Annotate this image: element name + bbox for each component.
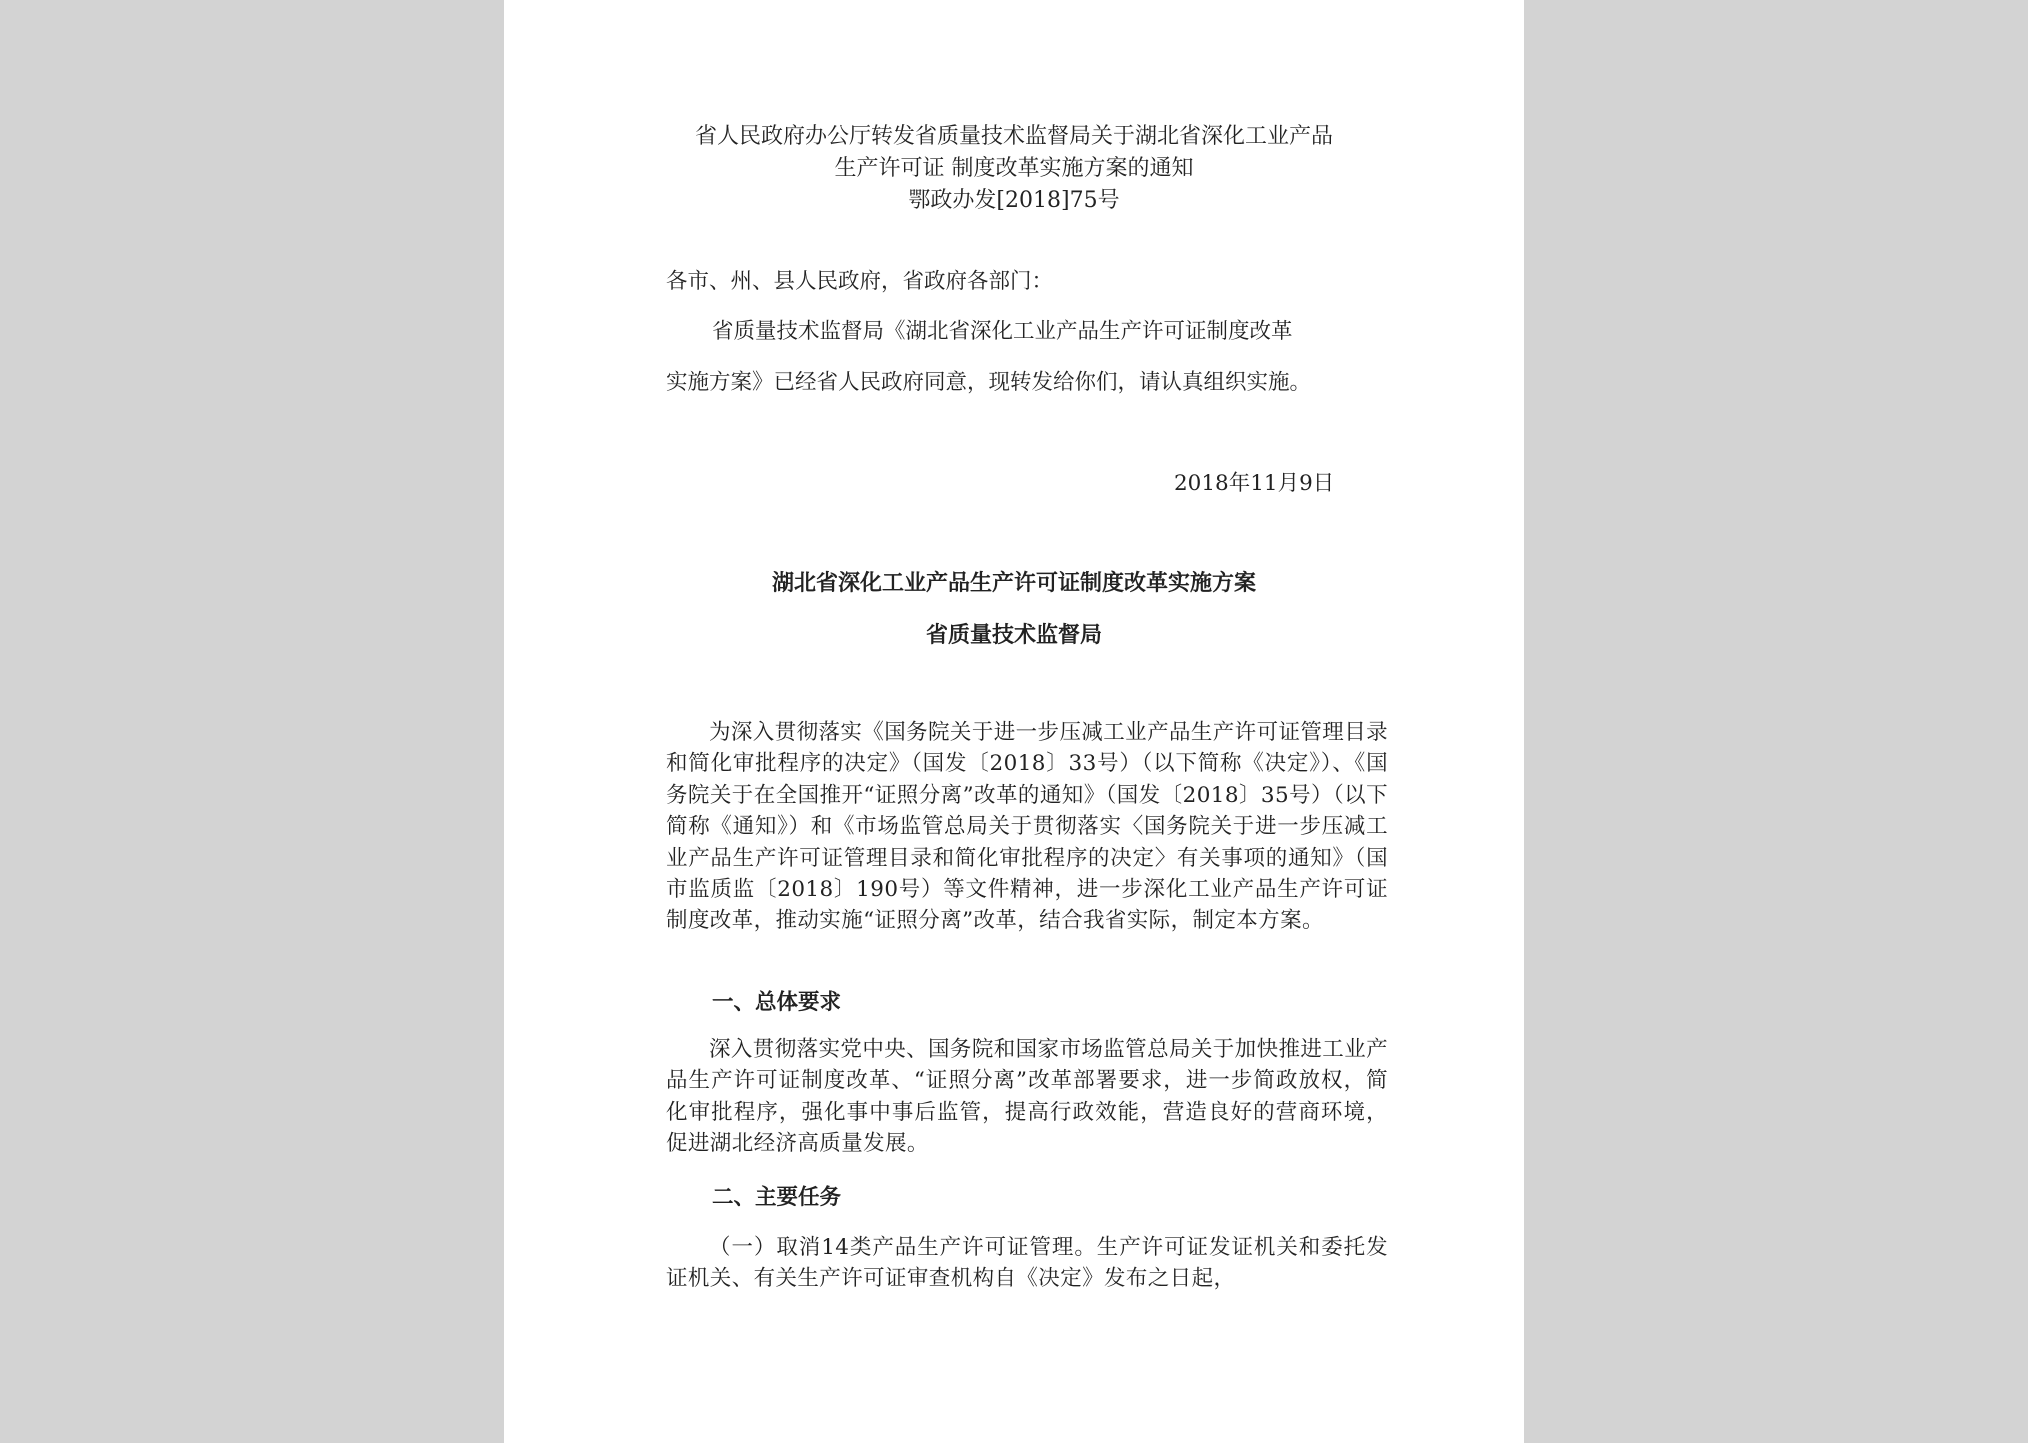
notice-body-line-1: 省质量技术监督局《湖北省深化工业产品生产许可证制度改革: [712, 319, 1293, 344]
salutation: 各市、州、县人民政府，省政府各部门：: [666, 269, 1054, 294]
notice-title-line-1: 省人民政府办公厅转发省质量技术监督局关于湖北省深化工业产品: [694, 124, 1333, 149]
document-page: [504, 0, 1524, 1443]
document-number: 鄂政办发[2018]75号: [908, 188, 1120, 213]
plan-issuer: 省质量技术监督局: [925, 622, 1102, 648]
notice-body-line-2: 实施方案》已经省人民政府同意，现转发给你们，请认真组织实施。: [666, 370, 1312, 395]
section-1-paragraph: 深入贯彻落实党中央、国务院和国家市场监管总局关于加快推进工业产品生产许可证制度改革、“证照分离”改革部署要求，进一步简政放权，简化审批程序，强化事中事后监管，提高行政效能，营造良好的营商环境，促进湖北经济高质量发展。: [666, 1037, 1388, 1157]
section-2-heading: 二、主要任务: [712, 1185, 842, 1210]
plan-title: 湖北省深化工业产品生产许可证制度改革实施方案: [771, 570, 1256, 596]
plan-intro-paragraph: 为深入贯彻落实《国务院关于进一步压减工业产品生产许可证管理目录和简化审批程序的决定》（国发〔2018〕33号）（以下简称《决定》）、《国务院关于在全国推开“证照分离”改革的通知》（国发〔2018〕35号）（以下简称《通知》）和《市场监管总局关于贯彻落实〈国务院关于进一步压减工业产品生产许可证管理目录和简化审批程序的决定〉有关事项的通知》（国市监质监〔2018〕190号）等文件精神，进一步深化工业产品生产许可证制度改革，推动实施“证照分离”改革，结合我省实际，制定本方案。: [666, 720, 1388, 934]
notice-date: 2018年11月9日: [1174, 471, 1335, 496]
notice-title-line-2: 生产许可证 制度改革实施方案的通知: [834, 156, 1194, 181]
section-2-item-1: （一）取消14类产品生产许可证管理。生产许可证发证机关和委托发证机关、有关生产许可证审查机构自《决定》发布之日起，: [666, 1235, 1388, 1292]
section-1-heading: 一、总体要求: [712, 990, 842, 1015]
